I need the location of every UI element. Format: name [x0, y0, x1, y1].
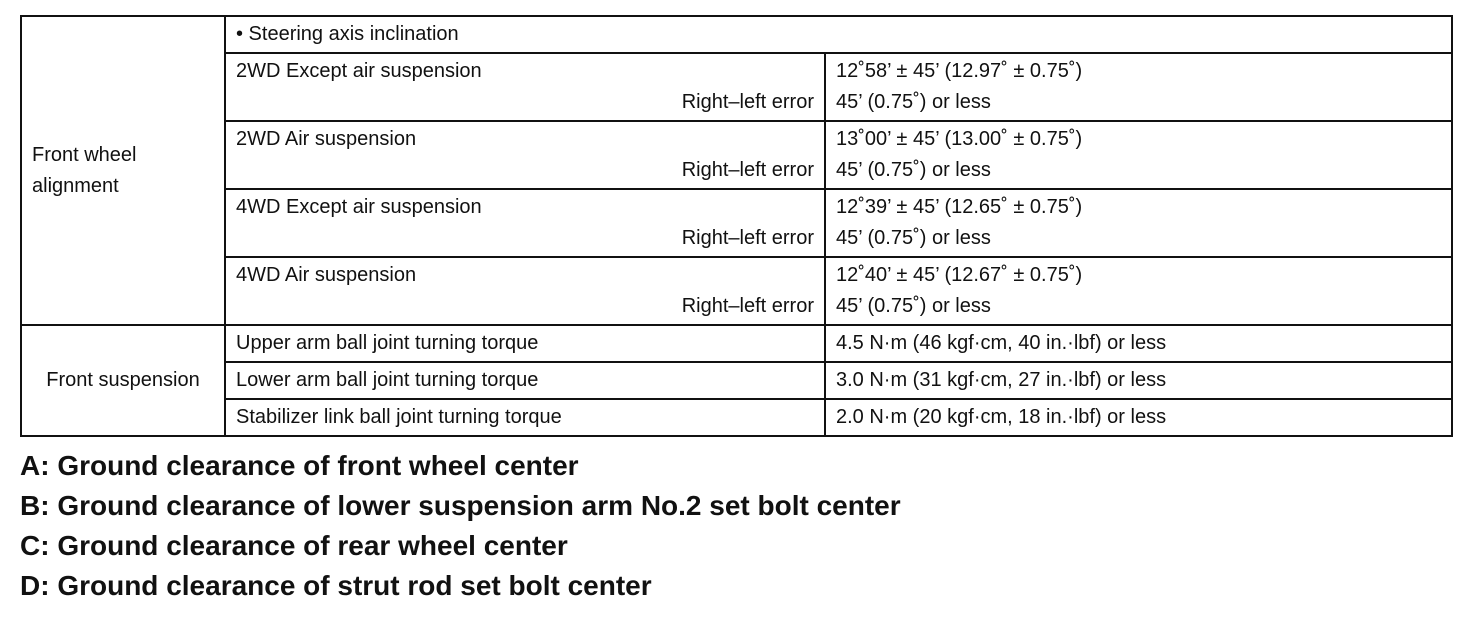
steering-heading: • Steering axis inclination [225, 16, 1452, 53]
steering-heading-row [21, 16, 1452, 53]
row-label: 2WD Except air suspension [236, 60, 482, 82]
table-row [21, 121, 1452, 189]
note-c: C: Ground clearance of rear wheel center [20, 530, 568, 561]
row-value-cell [825, 257, 1452, 325]
suspension-section-label: Front suspension [21, 325, 225, 436]
note-b: B: Ground clearance of lower suspension arm No.2 set bolt center [20, 490, 901, 521]
row-label: Lower arm ball joint turning torque [225, 362, 825, 399]
note-a: A: Ground clearance of front wheel center [20, 450, 579, 481]
table-row [21, 257, 1452, 325]
row-sub-value: 45’ (0.75˚) or less [836, 227, 991, 249]
table-row [21, 362, 1452, 399]
row-value-cell [825, 189, 1452, 257]
row-label: 4WD Except air suspension [236, 196, 482, 218]
table-row [21, 399, 1452, 436]
row-value: 4.5 N·m (46 kgf·cm, 40 in.·lbf) or less [825, 325, 1452, 362]
legend-notes [20, 446, 901, 606]
table-row [21, 53, 1452, 121]
row-label-cell [225, 189, 825, 257]
row-sub-label: Right–left error [681, 295, 814, 317]
row-value: 12˚39’ ± 45’ (12.65˚ ± 0.75˚) [836, 196, 1083, 218]
row-label-cell [225, 257, 825, 325]
row-label: 2WD Air suspension [236, 128, 417, 150]
row-value: 12˚58’ ± 45’ (12.97˚ ± 0.75˚) [836, 60, 1083, 82]
row-value: 3.0 N·m (31 kgf·cm, 27 in.·lbf) or less [825, 362, 1452, 399]
row-value-cell [825, 53, 1452, 121]
row-label-cell [225, 53, 825, 121]
row-sub-value: 45’ (0.75˚) or less [836, 91, 991, 113]
table-row [21, 189, 1452, 257]
note-d: D: Ground clearance of strut rod set bolt center [20, 570, 652, 601]
row-value: 2.0 N·m (20 kgf·cm, 18 in.·lbf) or less [825, 399, 1452, 436]
table-row [21, 325, 1452, 362]
row-sub-value: 45’ (0.75˚) or less [836, 295, 991, 317]
row-sub-label: Right–left error [681, 227, 814, 249]
row-sub-label: Right–left error [681, 159, 814, 181]
row-value: 13˚00’ ± 45’ (13.00˚ ± 0.75˚) [836, 128, 1083, 150]
alignment-section-label: Front wheel alignment [21, 16, 225, 325]
row-value-cell [825, 121, 1452, 189]
row-sub-label: Right–left error [681, 91, 814, 113]
row-value: 12˚40’ ± 45’ (12.67˚ ± 0.75˚) [836, 264, 1083, 286]
row-sub-value: 45’ (0.75˚) or less [836, 159, 991, 181]
row-label: 4WD Air suspension [236, 264, 417, 286]
row-label: Stabilizer link ball joint turning torque [225, 399, 825, 436]
spec-table [20, 15, 1453, 437]
row-label: Upper arm ball joint turning torque [225, 325, 825, 362]
row-label-cell [225, 121, 825, 189]
